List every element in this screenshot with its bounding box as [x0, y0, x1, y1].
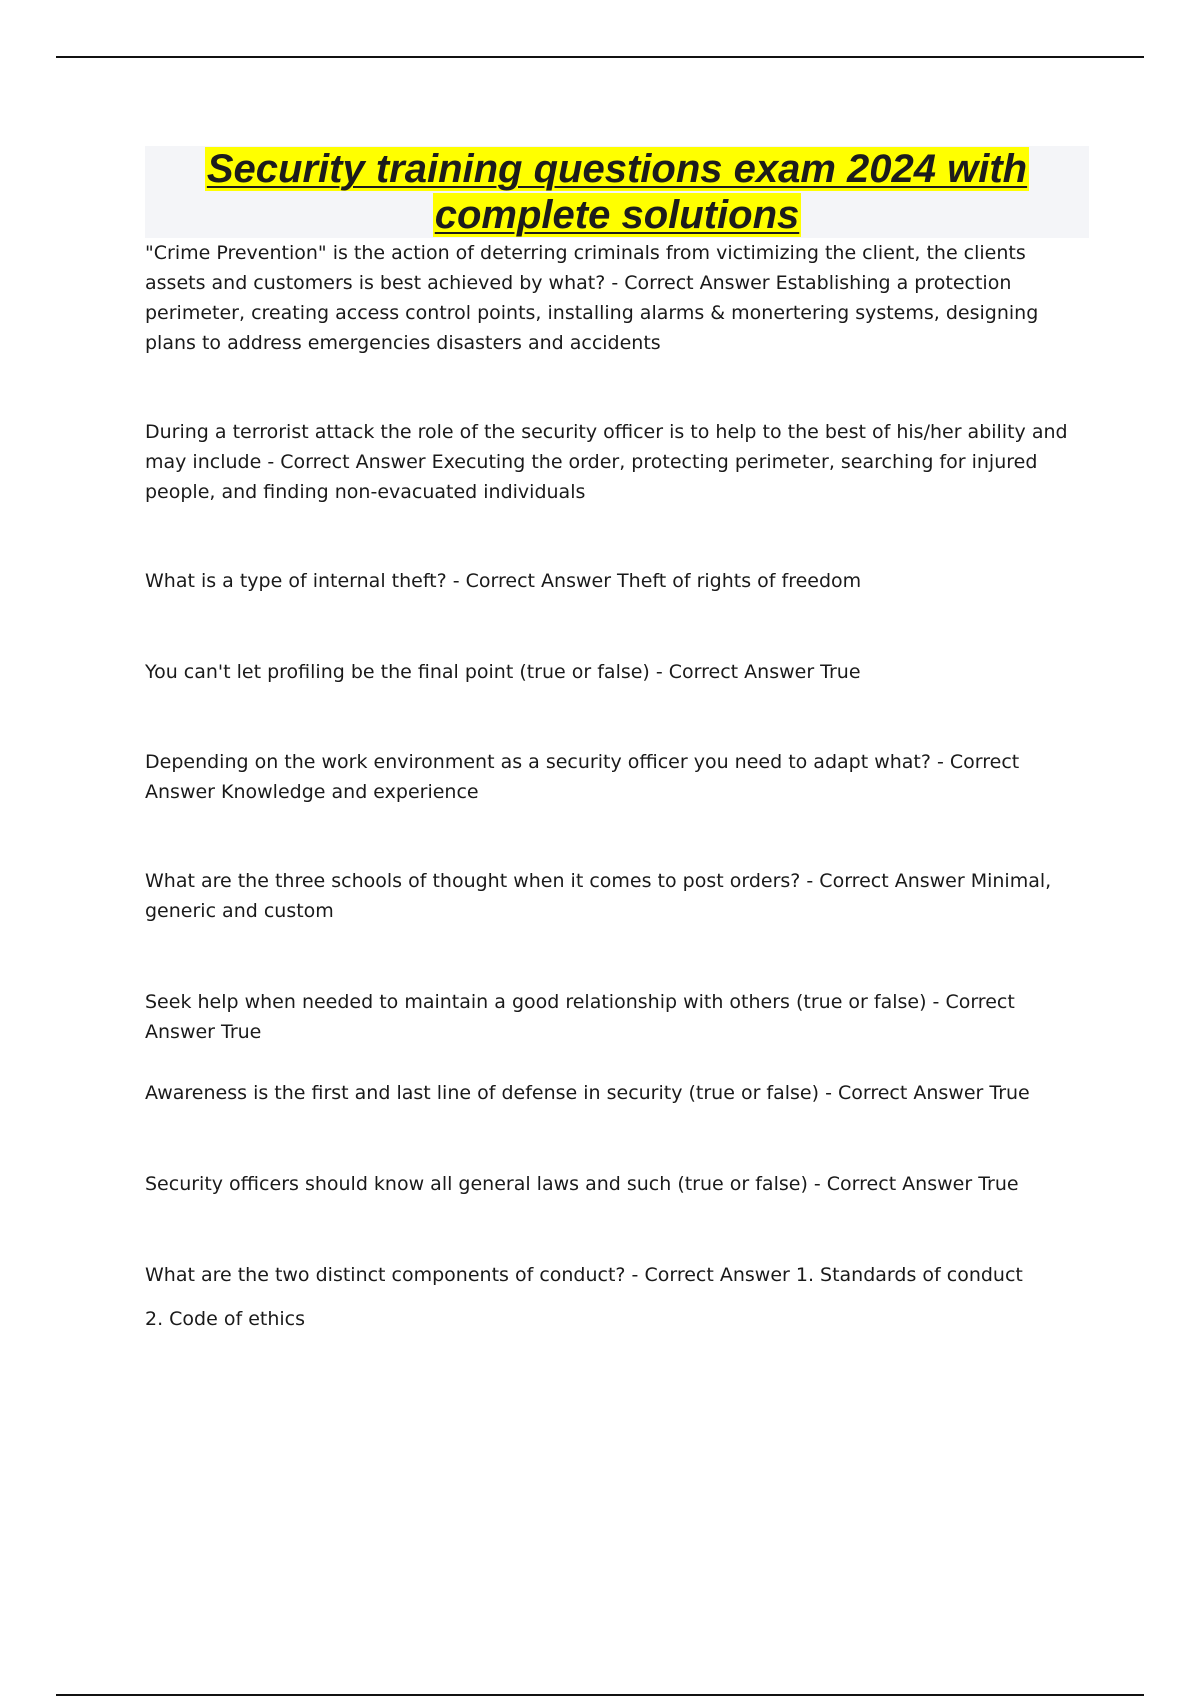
qa-item-4: You can't let profiling be the final point (true or false) - Correct Answer True	[145, 661, 861, 683]
qa-item-1: "Crime Prevention" is the action of deterring criminals from victimizing the client, the clients assets and customers is best achieved by what? - Correct Answer Establishing a protection perimeter, creating access control points, installing alarms & monertering systems, designing plans to address emergencies disasters and accidents	[145, 242, 1039, 354]
qa-item-10: What are the two distinct components of conduct? - Correct Answer 1. Standards of conduct	[145, 1264, 1023, 1286]
bottom-rule	[56, 1694, 1144, 1696]
qa-item-6: What are the three schools of thought when it comes to post orders? - Correct Answer Minimal, generic and custom	[145, 870, 1052, 922]
qa-item-2: During a terrorist attack the role of the security officer is to help to the best of his/her ability and may include - Correct Answer Executing the order, protecting perimeter, searching for injured people, and finding non-evacuated individuals	[145, 421, 1068, 503]
qa-item-7: Seek help when needed to maintain a good relationship with others (true or false) - Correct Answer True	[145, 991, 1015, 1043]
qa-item-8: Awareness is the first and last line of defense in security (true or false) - Correct Answer True	[145, 1082, 1030, 1104]
qa-item-5: Depending on the work environment as a security officer you need to adapt what? - Correct Answer Knowledge and experience	[145, 751, 1020, 803]
qa-item-3: What is a type of internal theft? - Correct Answer Theft of rights of freedom	[145, 570, 862, 592]
title-line-2: complete solutions	[434, 193, 800, 237]
qa-item-9: Security officers should know all general laws and such (true or false) - Correct Answer True	[145, 1173, 1019, 1195]
top-rule	[56, 56, 1144, 58]
document-title	[145, 146, 1089, 238]
qa-item-10-continuation: 2. Code of ethics	[145, 1308, 306, 1330]
title-line-1: Security training questions exam 2024 with	[206, 147, 1028, 191]
